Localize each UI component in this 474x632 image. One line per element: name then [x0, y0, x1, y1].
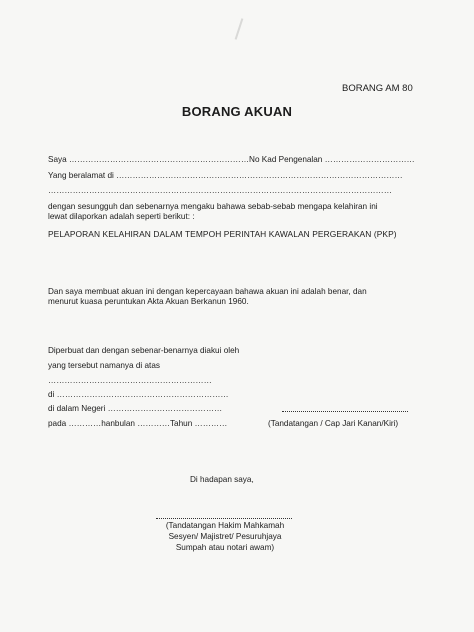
declarant-signature-line — [282, 411, 408, 412]
witness-caption-line-3: Sumpah atau notari awam) — [175, 543, 275, 552]
declarant-signature-caption: (Tandatangan / Cap Jari Kanan/Kiri) — [268, 419, 399, 428]
sworn-date-field: pada …………hanbulan …………Tahun ………… — [48, 419, 228, 428]
reason-heading: PELAPORAN KELAHIRAN DALAM TEMPOH PERINTAH KAWALAN PERGERAKAN (PKP) — [48, 229, 397, 239]
statement-line-2: lewat dilaporkan adalah seperti berikut: : — [48, 212, 195, 221]
declaration-line-1: Dan saya membuat akuan ini dengan kepercayaan bahawa akuan ini adalah benar, dan — [48, 287, 367, 296]
sworn-line-1: Diperbuat dan dengan sebenar-benarnya diakui oleh — [48, 346, 240, 355]
scan-mark — [235, 18, 244, 40]
sworn-place-field: di ……………………………………………………… — [48, 390, 229, 399]
witness-signature-line — [156, 518, 292, 519]
address-field-continued: ……………………………………………………………………………………………………………… — [48, 186, 392, 195]
statement-line-1: dengan sesungguh dan sebenarnya mengaku bahawa sebab-sebab mengapa kelahiran ini — [48, 202, 378, 211]
sworn-state-field: di dalam Negeri …………………………………… — [48, 404, 223, 413]
sworn-line-2: yang tersebut namanya di atas — [48, 361, 160, 370]
form-code: BORANG AM 80 — [342, 83, 413, 94]
sworn-dotted-line: …………………………………………………… — [48, 376, 212, 385]
name-ic-field: Saya …………………………………………………………No Kad Pengenalan …………………………… — [48, 155, 415, 164]
declaration-line-2: menurut kuasa peruntukan Akta Akuan Berkanun 1960. — [48, 297, 249, 306]
address-field: Yang beralamat di …………………………………………………………………………………………… — [48, 171, 403, 180]
witness-caption-line-2: Sesyen/ Majistret/ Pesuruhjaya — [168, 532, 282, 541]
page-title: BORANG AKUAN — [181, 104, 293, 119]
witness-intro: Di hadapan saya, — [190, 475, 254, 484]
witness-caption-line-1: (Tandatangan Hakim Mahkamah — [165, 521, 285, 530]
